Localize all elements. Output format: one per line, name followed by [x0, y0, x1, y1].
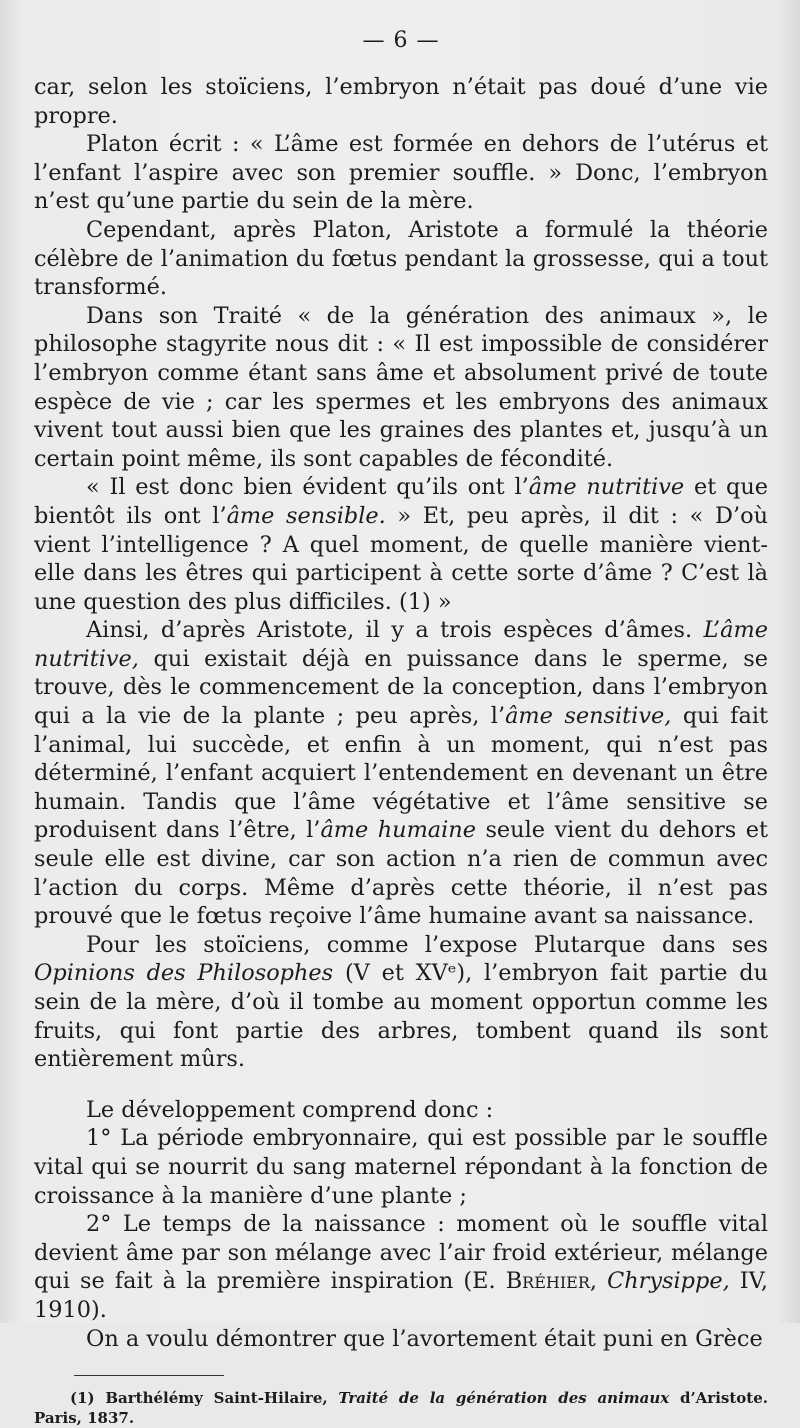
text-segment: 1° La période embryonnaire, qui est possible par le souffle vital qui se nourrit du sang maternel répondant à la fonction de croissance à la manière d’une plante ; [34, 1125, 768, 1209]
paragraph [34, 302, 768, 474]
text-segment: On a voulu démontrer que l’avortement était puni en Grèce [86, 1325, 763, 1352]
footnote-divider [74, 1375, 224, 1376]
text-segment: 2° Le temps de la naissance : moment où le souffle vital devient âme par son mélange avec l’air froid extérieur, mélange qui se fait à la première inspiration (E. [34, 1211, 768, 1295]
text-segment: Pour les stoïciens, comme l’expose Plutarque dans ses [86, 931, 768, 958]
text-segment: (V et XVᵉ), l’embryon fait partie du sein de la mère, d’où il tombe au moment opportun comme les fruits, qui font partie des arbres, tombent quand ils sont entièrement mûrs. [34, 960, 768, 1073]
italic-text: âme sensible. [226, 502, 386, 529]
italic-text: Chrysippe, [607, 1268, 730, 1295]
text-segment: Cependant, après Platon, Aristote a formulé la théorie célèbre de l’animation du fœtus pendant la grossesse, qui a tout transformé. [34, 216, 768, 301]
text-segment: IV, 1910). [34, 1268, 768, 1323]
italic-text: âme humaine [320, 817, 476, 844]
text-segment: Le développement comprend donc : [86, 1096, 494, 1123]
text-segment: seule vient du dehors et seule elle est divine, car son action n’a rien de commun avec l’action du corps. Même d’après cette théorie, il n’est pas prouvé que le fœtus reçoive l’âme humaine avant sa naissance. [34, 817, 768, 930]
paragraph [34, 73, 768, 130]
text-segment: » Et, peu après, il dit : « D’où vient l’intelligence ? A quel moment, de quelle manière vient-elle dans les êtres qui participent à cette sorte d’âme ? C’est là une question des plus difficiles. (1) » [34, 502, 768, 615]
italic-text: Opinions des Philosophes [34, 960, 334, 987]
italic-text: âme nutritive [528, 474, 685, 501]
text-segment: d’Aristote. Paris, 1837. [34, 1389, 768, 1428]
italic-text: Traité de la génération des animaux [338, 1389, 670, 1408]
text-segment: Ainsi, d’après Aristote, il y a trois espèces d’âmes. [86, 617, 704, 644]
text-segment: , [589, 1268, 608, 1295]
text-segment: qui fait l’animal, lui succède, et enfin à un moment, qui n’est pas déterminé, l’enfant acquiert l’entendement en devenant un être humain. Tandis que l’âme végétative et l’âme sensitive se produisent dans l’être, l’ [34, 703, 768, 844]
text-segment: « Il est donc bien évident qu’ils ont l’ [86, 474, 529, 501]
page-number: — 6 — [362, 28, 440, 53]
italic-text: âme sensitive, [505, 703, 672, 730]
paragraph [34, 931, 768, 1074]
text-segment: Platon écrit : « L’âme est formée en dehors de l’utérus et l’enfant l’aspire avec son premier souffle. » Donc, l’embryon n’est qu’une partie du sein de la mère. [34, 131, 768, 215]
text-segment: qui existait déjà en puissance dans le sperme, se trouve, dès le commencement de la conception, dans l’embryon qui a la vie de la plante ; peu après, l’ [34, 645, 768, 730]
text-segment: Dans son Traité « de la génération des animaux », le philosophe stagyrite nous dit : « Il est impossible de considérer l’embryon comme étant sans âme et absolument privé de toute espèce de vie ; car les spermes et les embryons des animaux vivent tout aussi bien que les graines des plantes et, jusqu’à un certain point même, ils sont capables de fécondité. [34, 302, 768, 472]
paragraph [34, 1096, 768, 1125]
paragraph [34, 616, 768, 931]
text-segment: car, selon les stoïciens, l’embryon n’était pas doué d’une vie propre. [34, 74, 768, 129]
author-name: Bréhier [505, 1268, 590, 1295]
paragraph [34, 130, 768, 216]
footnote [34, 1388, 768, 1428]
text-segment: (1) Barthélémy Saint-Hilaire, [70, 1389, 339, 1408]
paragraph [34, 216, 768, 302]
paragraph [34, 1124, 768, 1210]
paragraph [34, 1325, 768, 1354]
italic-text: L’âme nutritive, [34, 617, 768, 672]
text-segment: et que bientôt ils ont l’ [34, 474, 768, 529]
body-text [34, 73, 768, 1353]
paragraph [34, 1210, 768, 1324]
paragraph [34, 473, 768, 616]
